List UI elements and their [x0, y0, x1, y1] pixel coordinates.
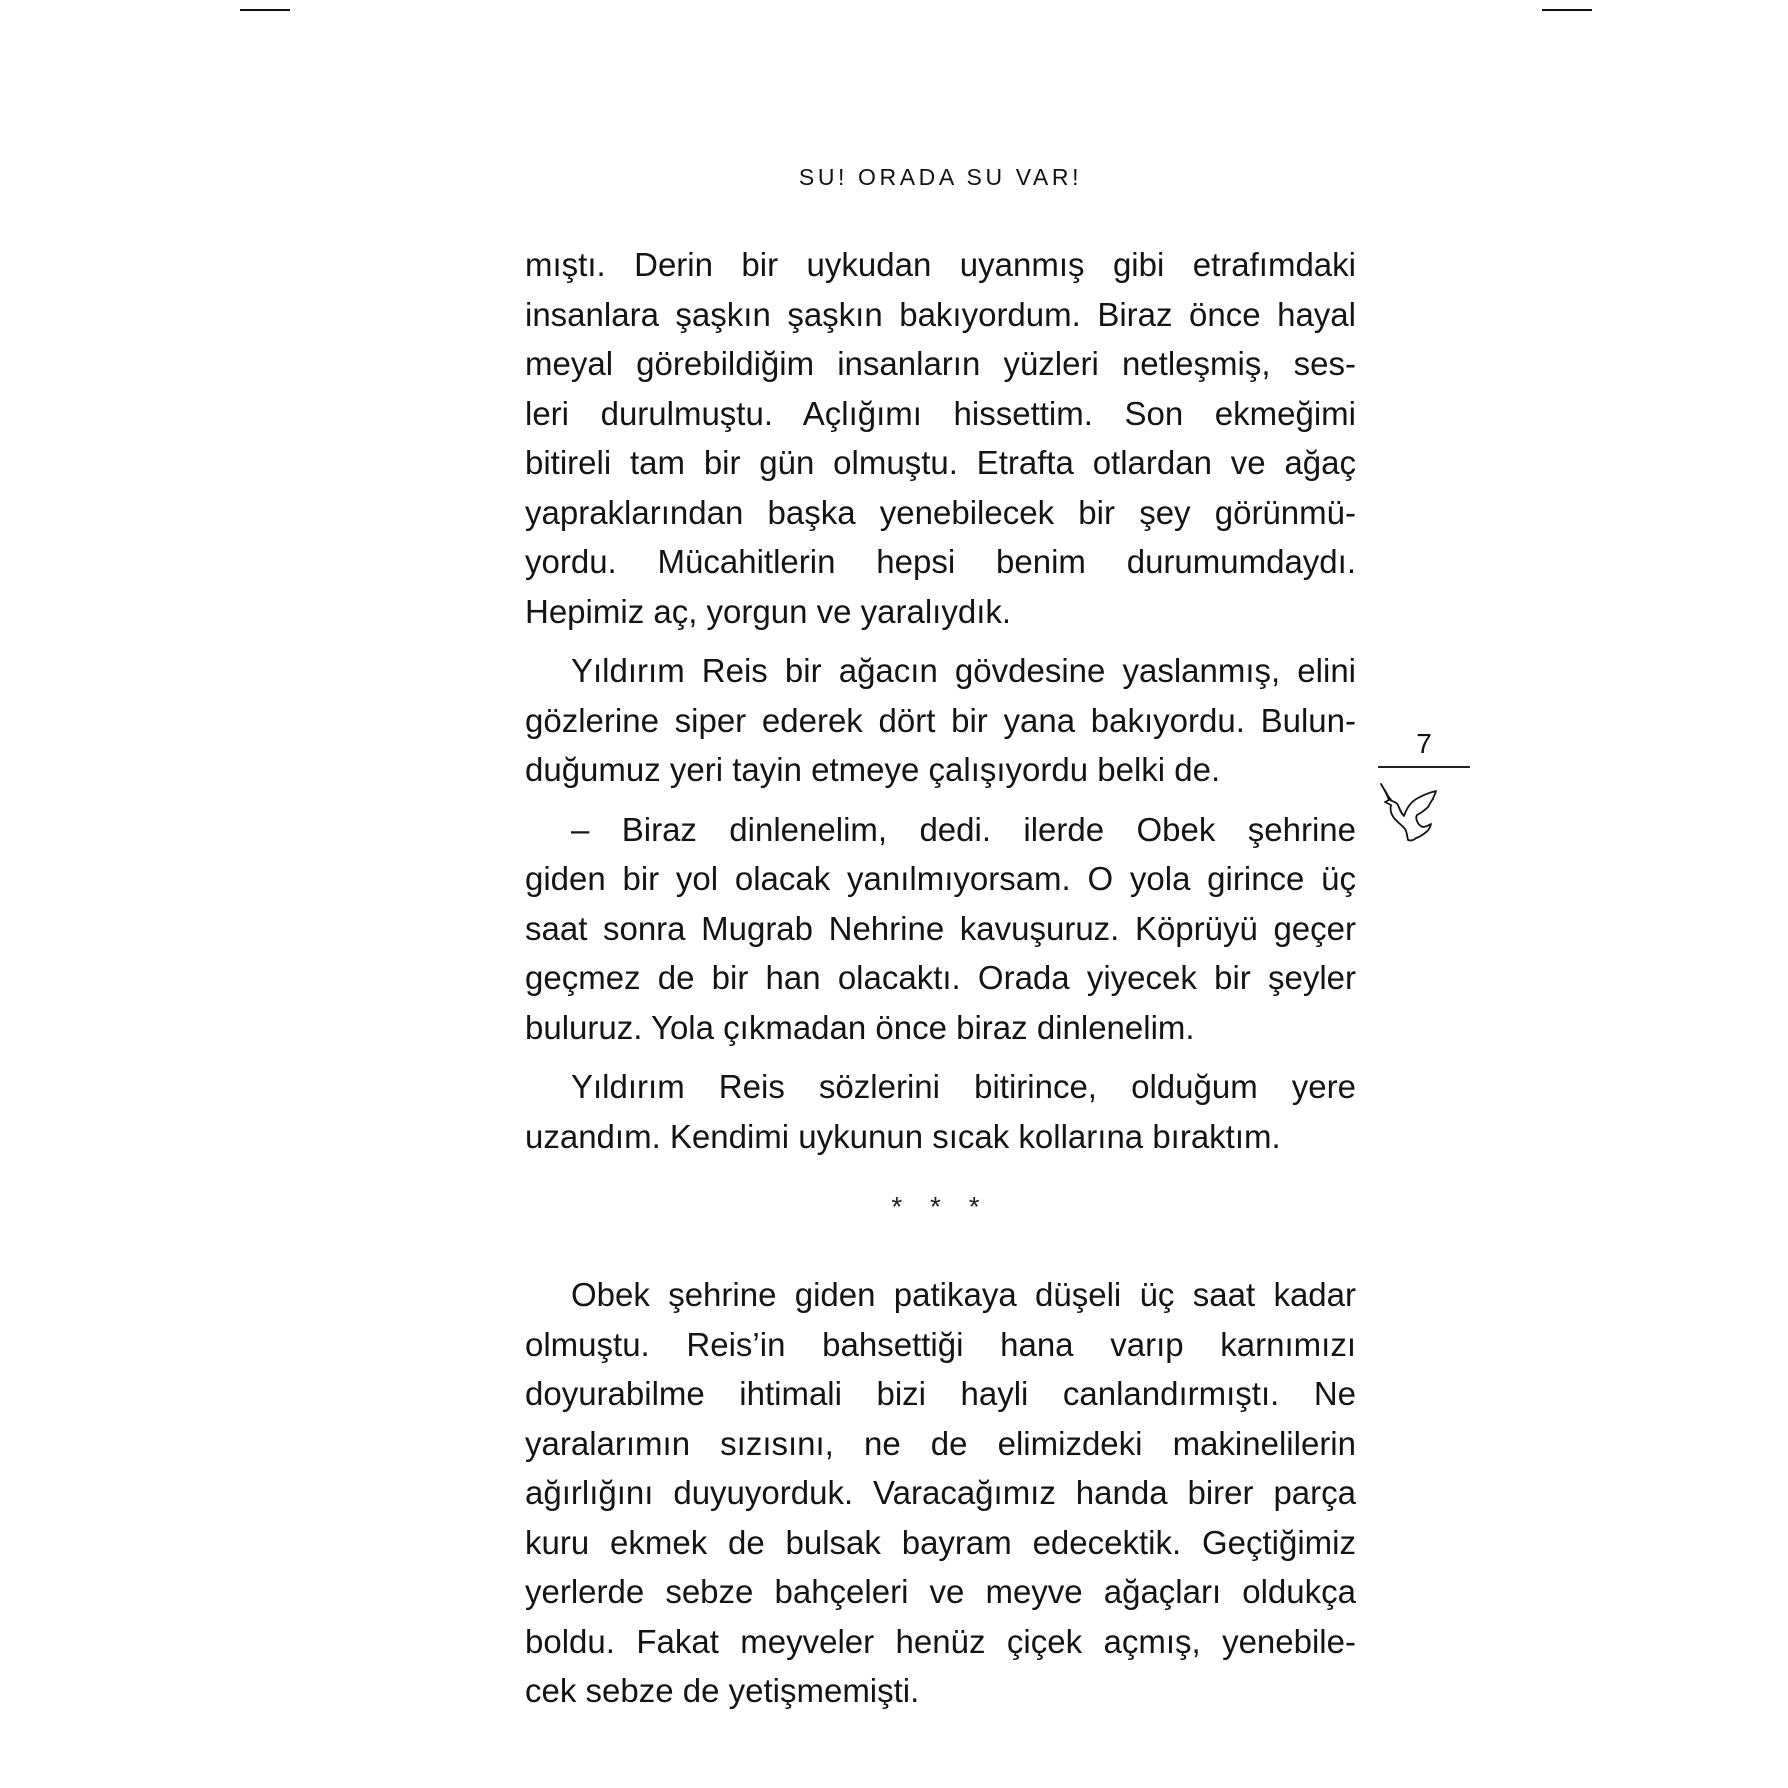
text-line-content: Obek şehrine giden patikaya düşeli üç saat kadar	[571, 1276, 1356, 1313]
text-line-content: bitireli tam bir gün olmuştu. Etrafta otlardan ve ağaç	[525, 444, 1356, 481]
text-line-content: – Biraz dinlenelim, dedi. ilerde Obek şehrine	[571, 810, 1356, 848]
text-line-content: yapraklarından başka yenebilecek bir şey görünmü-	[525, 493, 1356, 531]
text-line-content: yaralarımın sızısını, ne de elimizdeki makinelilerin	[525, 1424, 1356, 1462]
text-line	[525, 1270, 1356, 1320]
text-line-content: buluruz. Yola çıkmadan önce biraz dinlenelim.	[525, 1008, 1195, 1046]
text-line-content: gözlerine siper ederek dört bir yana bakıyordu. Bulun-	[525, 701, 1356, 739]
text-line-content: Hepimiz aç, yorgun ve yaralıydık.	[525, 592, 1012, 630]
text-line-content: boldu. Fakat meyveler henüz çiçek açmış, yenebile-	[525, 1622, 1356, 1660]
text-line-content: saat sonra Mugrab Nehrine kavuşuruz. Köprüyü geçer	[525, 909, 1356, 947]
text-line	[525, 438, 1356, 488]
text-line	[525, 1062, 1356, 1112]
section-break: * * *	[891, 1191, 990, 1222]
text-block-after-break	[525, 1270, 1356, 1716]
crop-mark-left	[240, 9, 290, 11]
paragraph	[525, 240, 1356, 636]
text-line	[525, 587, 1356, 637]
text-line-content: uzandım. Kendimi uykunun sıcak kollarına bıraktım.	[525, 1117, 1281, 1155]
text-line	[525, 1112, 1356, 1162]
text-line	[525, 854, 1356, 904]
text-line	[525, 389, 1356, 439]
page-number-rule	[1378, 766, 1470, 768]
text-line	[525, 537, 1356, 587]
text-line-content: ağırlığını duyuyorduk. Varacağımız handa birer parça	[525, 1474, 1356, 1511]
text-line-content: kuru ekmek de bulsak bayram edecektik. Geçtiğimiz	[525, 1523, 1356, 1561]
paragraph-gap	[525, 636, 1356, 646]
paragraph	[525, 1270, 1356, 1716]
text-line-content: Yıldırım Reis sözlerini bitirince, olduğum yere	[571, 1068, 1356, 1105]
paragraph-gap	[525, 795, 1356, 805]
text-line-content: insanlara şaşkın şaşkın bakıyordum. Biraz önce hayal	[525, 295, 1356, 333]
text-line	[525, 1003, 1356, 1053]
running-head: SU! ORADA SU VAR!	[798, 164, 1083, 190]
text-line	[525, 1567, 1356, 1617]
text-line-content: geçmez de bir han olacaktı. Orada yiyecek bir şeyler	[525, 959, 1356, 996]
text-line	[525, 1666, 1356, 1716]
text-line	[525, 1518, 1356, 1568]
page-number: 7	[1416, 728, 1432, 759]
text-line-content: mıştı. Derin bir uykudan uyanmış gibi etrafımdaki	[525, 246, 1356, 283]
text-line-content: yerlerde sebze bahçeleri ve meyve ağaçları oldukça	[525, 1573, 1356, 1610]
text-line	[525, 1468, 1356, 1518]
crop-mark-right	[1542, 9, 1592, 11]
text-line	[525, 488, 1356, 538]
text-line-content: olmuştu. Reis’in bahsettiği hana varıp karnımızı	[525, 1325, 1356, 1363]
text-line	[525, 1617, 1356, 1667]
text-line-content: doyurabilme ihtimali bizi hayli canlandırmıştı. Ne	[525, 1375, 1356, 1412]
text-line-content: yordu. Mücahitlerin hepsi benim durumumdaydı.	[525, 543, 1356, 580]
text-line	[525, 240, 1356, 290]
text-line	[525, 953, 1356, 1003]
dove-icon	[1378, 780, 1440, 846]
text-line-content: Yıldırım Reis bir ağacın gövdesine yaslanmış, elini	[571, 652, 1356, 689]
text-line-content: meyal görebildiğim insanların yüzleri netleşmiş, ses-	[525, 345, 1356, 382]
text-line-content: leri durulmuştu. Açlığımı hissettim. Son ekmeğimi	[525, 394, 1356, 432]
text-line	[525, 290, 1356, 340]
text-line-content: cek sebze de yetişmemişti.	[525, 1672, 920, 1709]
text-line	[525, 339, 1356, 389]
paragraph	[525, 646, 1356, 795]
text-line	[525, 1320, 1356, 1370]
paragraph	[525, 805, 1356, 1053]
text-line-content: giden bir yol olacak yanılmıyorsam. O yola girince üç	[525, 860, 1356, 897]
text-block-before-break	[525, 240, 1356, 1161]
text-line-content: duğumuz yeri tayin etmeye çalışıyordu belki de.	[525, 751, 1221, 788]
text-line	[525, 696, 1356, 746]
paragraph	[525, 1062, 1356, 1161]
text-line	[525, 805, 1356, 855]
text-line	[525, 1369, 1356, 1419]
text-line	[525, 904, 1356, 954]
text-line	[525, 646, 1356, 696]
text-line	[525, 745, 1356, 795]
text-line	[525, 1419, 1356, 1469]
paragraph-gap	[525, 1052, 1356, 1062]
